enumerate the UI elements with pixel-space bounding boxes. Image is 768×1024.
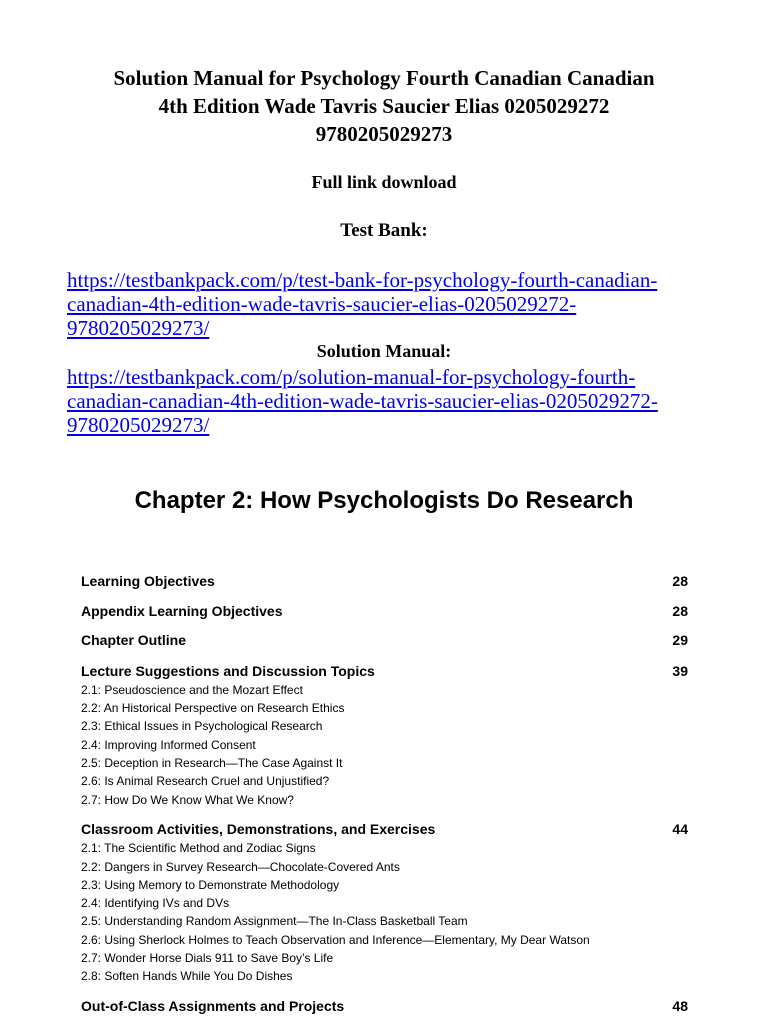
title-line: Solution Manual for Psychology Fourth Canadian Canadian <box>113 66 655 90</box>
toc-section <box>81 998 688 1014</box>
toc-page-number: 28 <box>672 603 688 619</box>
toc-item: 2.5: Deception in Research—The Case Against It <box>81 756 343 770</box>
solution-manual-link-line[interactable]: canadian-canadian-4th-edition-wade-tavris-saucier-elias-0205029272- <box>67 389 658 413</box>
toc-item: 2.4: Improving Informed Consent <box>81 738 256 752</box>
solution-manual-label: Solution Manual: <box>316 341 452 361</box>
toc-page-number: 28 <box>672 573 688 589</box>
toc-item: 2.7: Wonder Horse Dials 911 to Save Boy’s Life <box>81 951 334 965</box>
test-bank-link-line[interactable]: canadian-4th-edition-wade-tavris-saucier-elias-0205029272- <box>67 292 577 316</box>
title-line: 9780205029273 <box>315 122 453 146</box>
toc-item: 2.6: Is Animal Research Cruel and Unjustified? <box>81 774 330 788</box>
toc-section <box>81 663 688 679</box>
solution-manual-link[interactable] <box>67 365 658 437</box>
test-bank-link-line[interactable]: 9780205029273/ <box>67 316 210 340</box>
toc-page-number: 44 <box>672 821 688 837</box>
test-bank-label: Test Bank: <box>340 220 428 241</box>
toc-item: 2.4: Identifying IVs and DVs <box>81 896 230 910</box>
toc-section <box>81 821 688 837</box>
toc-item: 2.3: Using Memory to Demonstrate Methodology <box>81 878 340 892</box>
toc-item: 2.2: An Historical Perspective on Research Ethics <box>81 701 345 715</box>
toc-item: 2.8: Soften Hands While You Do Dishes <box>81 969 293 983</box>
toc-section-title: Classroom Activities, Demonstrations, and Exercises <box>81 821 436 837</box>
toc-page-number: 29 <box>672 632 688 648</box>
toc-page-number: 39 <box>672 663 688 679</box>
toc-item: 2.3: Ethical Issues in Psychological Research <box>81 719 323 733</box>
toc-item: 2.7: How Do We Know What We Know? <box>81 793 294 807</box>
toc-section-title: Appendix Learning Objectives <box>81 603 283 619</box>
solution-manual-link-line[interactable]: https://testbankpack.com/p/solution-manual-for-psychology-fourth- <box>67 365 636 389</box>
toc-item: 2.6: Using Sherlock Holmes to Teach Observation and Inference—Elementary, My Dear Watson <box>81 933 590 947</box>
toc-item: 2.2: Dangers in Survey Research—Chocolate-Covered Ants <box>81 860 400 874</box>
toc-item: 2.5: Understanding Random Assignment—The In-Class Basketball Team <box>81 914 468 928</box>
document-title <box>60 64 708 148</box>
toc-section-title: Chapter Outline <box>81 632 187 648</box>
full-link-label: Full link download <box>311 172 457 192</box>
toc-section <box>81 573 688 589</box>
toc-section-title: Learning Objectives <box>81 573 215 589</box>
title-line: 4th Edition Wade Tavris Saucier Elias 0205029272 <box>158 94 610 118</box>
toc-section <box>81 603 688 619</box>
toc-section-title: Out-of-Class Assignments and Projects <box>81 998 345 1014</box>
toc-page-number: 48 <box>672 998 688 1014</box>
test-bank-link-line[interactable]: https://testbankpack.com/p/test-bank-for-psychology-fourth-canadian- <box>67 268 658 292</box>
toc-section <box>81 632 688 648</box>
solution-manual-link-line[interactable]: 9780205029273/ <box>67 413 210 437</box>
toc-item: 2.1: The Scientific Method and Zodiac Signs <box>81 841 316 855</box>
toc-section-title: Lecture Suggestions and Discussion Topics <box>81 663 375 679</box>
test-bank-link[interactable] <box>67 268 657 340</box>
toc-item: 2.1: Pseudoscience and the Mozart Effect <box>81 683 303 697</box>
chapter-title: Chapter 2: How Psychologists Do Research <box>134 487 634 514</box>
